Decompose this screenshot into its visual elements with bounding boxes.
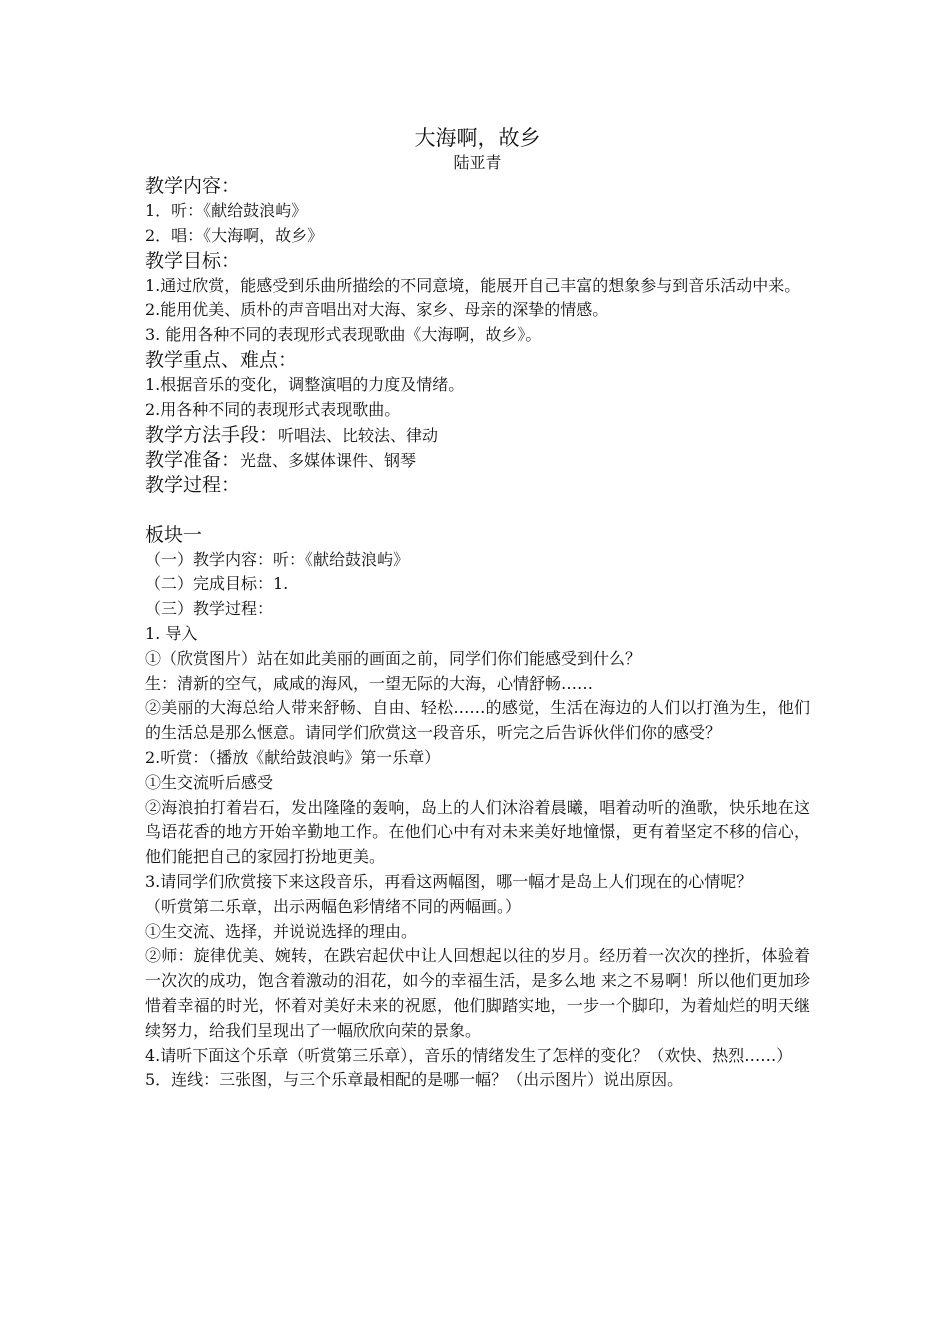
document-body xyxy=(145,124,810,1093)
process-line: （听赏第二乐章，出示两幅色彩情绪不同的两幅画。） xyxy=(145,896,522,916)
heading-key-points: 教学重点、难点： xyxy=(145,348,298,371)
teaching-methods-value: 听唱法、比较法、律动 xyxy=(278,425,439,445)
process-line: ①生交流、选择，并说说选择的理由。 xyxy=(145,921,418,941)
teaching-preparation xyxy=(145,448,810,473)
teaching-preparation-value: 光盘、多媒体课件、钢琴 xyxy=(240,450,417,470)
process-line: ②师：旋律优美、婉转，在跌宕起伏中让人回想起以往的岁月。经历着一次次的挫折，体验着一次次的成功，饱含着激动的泪花，如今的幸福生活，是多么地 来之不易啊！所以他们更加珍惜着幸福的时光，怀着对美好未来的祝愿，他们脚踏实地，一步一个脚印，为着灿烂的明天继续努力，给我们呈现出了一幅欣欣向荣的景象。 xyxy=(145,946,810,1040)
key-point-line: 1.根据音乐的变化，调整演唱的力度及情绪。 xyxy=(145,374,465,394)
process-line: 4.请听下面这个乐章（听赏第三乐章），音乐的情绪发生了怎样的变化？（欢快、热烈……） xyxy=(145,1045,793,1065)
blank-line xyxy=(145,498,810,523)
content-line: 2．唱：《大海啊，故乡》 xyxy=(145,225,324,245)
process-line: ①（欣赏图片）站在如此美丽的画面之前，同学们你们能感受到什么？ xyxy=(145,648,642,668)
process-line: 3.请同学们欣赏接下来这段音乐，再看这两幅图，哪一幅才是岛上人们现在的心情呢？ xyxy=(145,871,753,891)
document-title: 大海啊，故乡 xyxy=(414,126,541,150)
process-line: 1. 导入 xyxy=(145,623,198,643)
process-line: ①生交流听后感受 xyxy=(145,772,274,792)
heading-block-one: 板块一 xyxy=(145,523,203,546)
process-line: （一）教学内容：听：《献给鼓浪屿》 xyxy=(145,549,410,569)
process-line: ②海浪拍打着岩石，发出隆隆的轰响，岛上的人们沐浴着晨曦，唱着动听的渔歌，快乐地在这鸟语花香的地方开始辛勤地工作。在他们心中有对未来美好地憧憬，更有着坚定不移的信心，他们能把自己的家园打扮地更美。 xyxy=(145,797,810,867)
goal-line: 2.能用优美、质朴的声音唱出对大海、家乡、母亲的深挚的情感。 xyxy=(145,300,609,320)
teaching-methods xyxy=(145,423,810,448)
process-line: 生：清新的空气，咸咸的海风，一望无际的大海，心情舒畅…… xyxy=(145,673,594,693)
heading-teaching-process: 教学过程： xyxy=(145,473,241,496)
document-author: 陆亚青 xyxy=(453,153,502,172)
process-line: （三）教学过程： xyxy=(145,599,274,619)
heading-teaching-preparation: 教学准备： xyxy=(145,448,241,471)
heading-teaching-content: 教学内容： xyxy=(145,175,241,197)
process-line: ②美丽的大海总给人带来舒畅、自由、轻松……的感觉，生活在海边的人们以打渔为生，他们的生活总是那么惬意。请同学们欣赏这一段音乐，听完之后告诉伙伴们你的感受？ xyxy=(145,698,810,743)
process-line: 2.听赏：（播放《献给鼓浪屿》第一乐章） xyxy=(145,747,441,767)
process-line: （二）完成目标：1. xyxy=(145,574,289,594)
content-line: 1．听：《献给鼓浪屿》 xyxy=(145,201,308,220)
heading-teaching-methods: 教学方法手段： xyxy=(145,423,279,446)
heading-teaching-goals: 教学目标： xyxy=(145,249,241,272)
key-point-line: 2.用各种不同的表现形式表现歌曲。 xyxy=(145,399,401,419)
process-line: 5．连线：三张图，与三个乐章最相配的是哪一幅？（出示图片）说出原因。 xyxy=(145,1070,684,1090)
goal-line: 3. 能用各种不同的表现形式表现歌曲《大海啊，故乡》。 xyxy=(145,325,542,345)
goal-line: 1.通过欣赏，能感受到乐曲所描绘的不同意境，能展开自己丰富的想象参与到音乐活动中来。 xyxy=(145,275,801,295)
